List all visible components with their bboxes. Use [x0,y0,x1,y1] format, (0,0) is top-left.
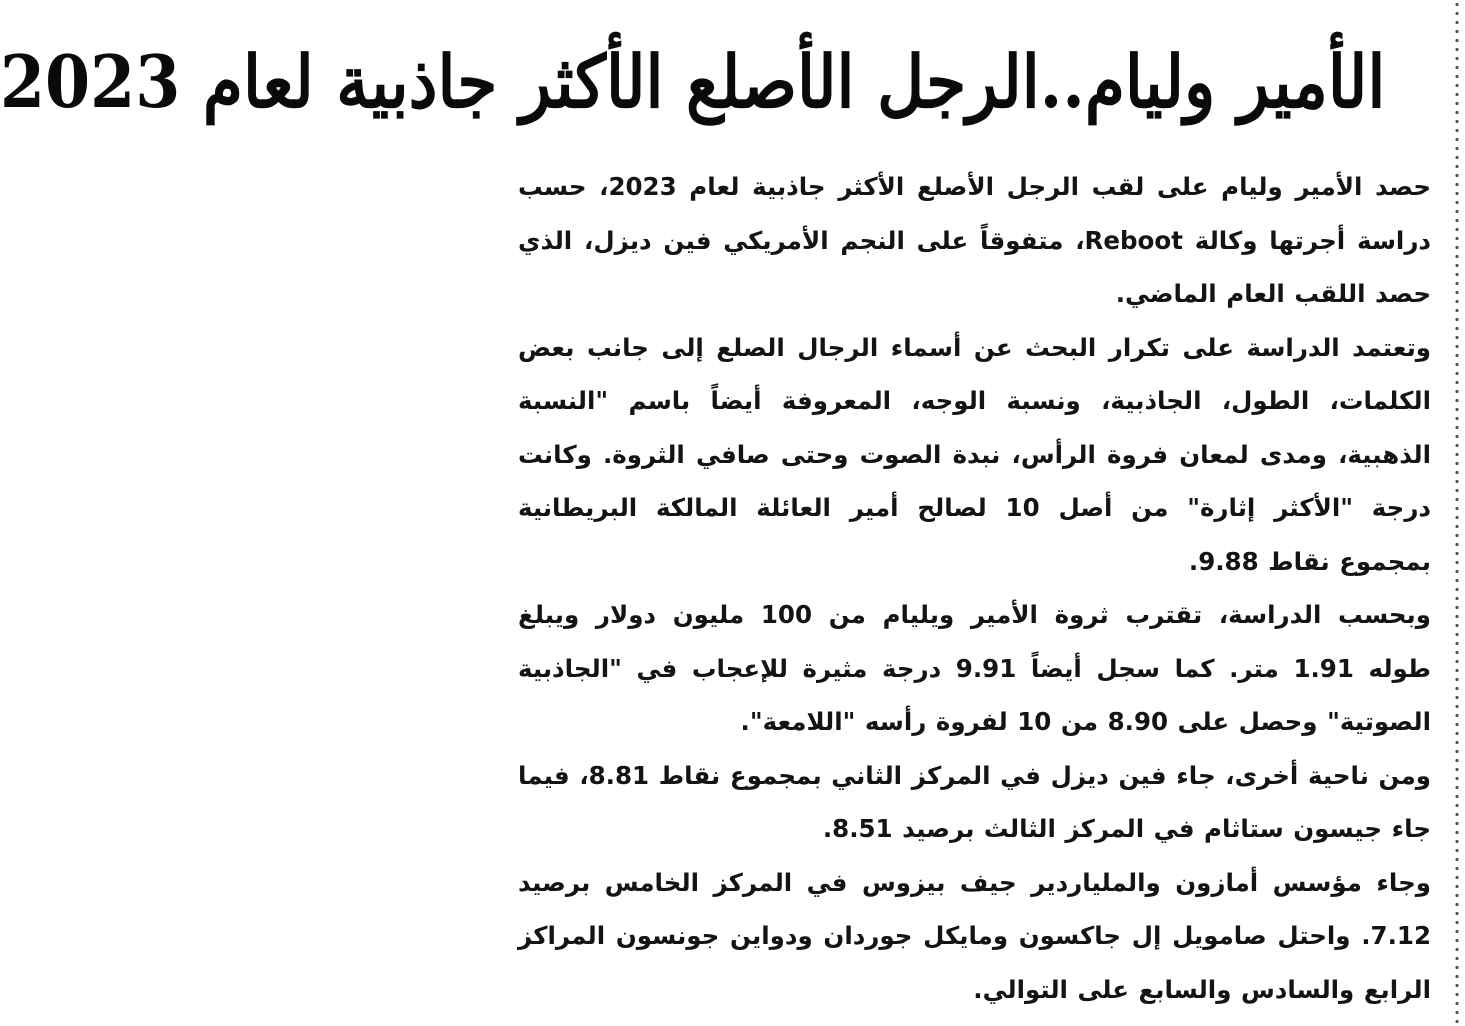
article-paragraph-5: وجاء مؤسس أمازون والملياردير جيف بيزوس في المركز الخامس برصيد 7.12. واحتل صامويل إل جاكسون ومايكل جوردان ودواين جونسون المراكز الرابع والسادس والسابع على التوالي. [518,867,1431,1004]
article-headline: الأمير وليام..الرجل الأصلع الأكثر جاذبية لعام 2023 [0,39,1386,124]
article-paragraph-1: حصد الأمير وليام على لقب الرجل الأصلع الأكثر جاذبية لعام 2023، حسب دراسة أجرتها وكالة Reboot، متفوقاً على النجم الأمريكي فين ديزل، الذي حصد اللقب العام الماضي. [518,172,1431,308]
article-paragraph-2: وتعتمد الدراسة على تكرار البحث عن أسماء الرجال الصلع إلى جانب بعض الكلمات، الطول، الجاذبية، ونسبة الوجه، المعروفة أيضاً باسم "النسبة الذهبية، ومدى لمعان فروة الرأس، نبدة الصوت وحتى صافي الثروة. وكانت درجة "الأكثر إثارة" من أصل 10 لصالح أمير العائلة المالكة البريطانية بمجموع نقاط 9.88. [518,332,1431,576]
article-paragraph-3: وبحسب الدراسة، تقترب ثروة الأمير ويليام من 100 مليون دولار ويبلغ طوله 1.91 متر. كما سجل أيضاً 9.91 درجة مثيرة للإعجاب في "الجاذبية الصوتية" وحصل على 8.90 من 10 لفروة رأسه "اللامعة". [518,600,1431,736]
article-paragraph-4: ومن ناحية أخرى، جاء فين ديزل في المركز الثاني بمجموع نقاط 8.81، فيما جاء جيسون ستاثام في المركز الثالث برصيد 8.51. [518,760,1431,843]
